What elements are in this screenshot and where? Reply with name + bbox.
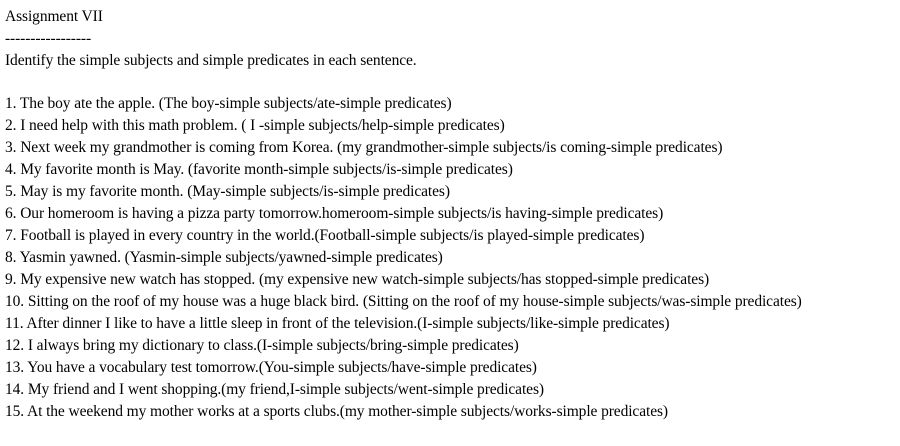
instruction-text: Identify the simple subjects and simple predicates in each sentence. xyxy=(5,52,417,69)
list-item: 2. I need help with this math problem. ( I -simple subjects/help-simple predicates) xyxy=(5,117,505,134)
list-item: 6. Our homeroom is having a pizza party tomorrow.homeroom-simple subjects/is having-simple predicates) xyxy=(5,205,664,222)
list-item: 4. My favorite month is May. (favorite month-simple subjects/is-simple predicates) xyxy=(5,161,513,178)
list-item: 15. At the weekend my mother works at a sports clubs.(my mother-simple subjects/works-simple predicates) xyxy=(5,403,668,420)
list-item: 10. Sitting on the roof of my house was a huge black bird. (Sitting on the roof of my house-simple subjects/was-simple predicates) xyxy=(5,293,802,310)
list-item: 8. Yasmin yawned. (Yasmin-simple subjects/yawned-simple predicates) xyxy=(5,249,443,266)
document-title: Assignment VII xyxy=(5,8,103,25)
list-item: 5. May is my favorite month. (May-simple subjects/is-simple predicates) xyxy=(5,183,450,200)
blank-line xyxy=(5,72,895,93)
list-item: 12. I always bring my dictionary to class.(I-simple subjects/bring-simple predicates) xyxy=(5,337,519,354)
document xyxy=(5,6,895,423)
list-item: 9. My expensive new watch has stopped. (my expensive new watch-simple subjects/has stopped-simple predicates) xyxy=(5,271,710,288)
list-item: 14. My friend and I went shopping.(my friend,I-simple subjects/went-simple predicates) xyxy=(5,381,544,398)
list-item: 1. The boy ate the apple. (The boy-simple subjects/ate-simple predicates) xyxy=(5,95,452,112)
list-item: 11. After dinner I like to have a little sleep in front of the television.(I-simple subjects/like-simple predicates) xyxy=(5,315,670,332)
list-item: 7. Football is played in every country in the world.(Football-simple subjects/is played-simple predicates) xyxy=(5,227,645,244)
sentence-list xyxy=(5,93,895,423)
separator-line: ----------------- xyxy=(5,30,92,47)
list-item: 13. You have a vocabulary test tomorrow.(You-simple subjects/have-simple predicates) xyxy=(5,359,537,376)
list-item: 3. Next week my grandmother is coming from Korea. (my grandmother-simple subjects/is coming-simple predicates) xyxy=(5,139,723,156)
